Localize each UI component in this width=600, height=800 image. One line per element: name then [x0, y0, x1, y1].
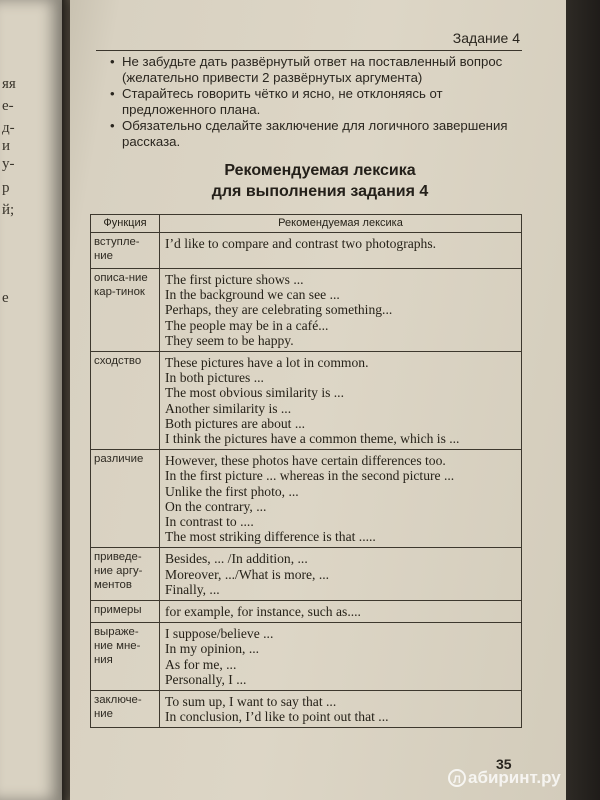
phrase: for example, for instance, such as.... — [165, 604, 361, 620]
phrase: In the background we can see ... — [165, 287, 340, 303]
function-cell: различие — [91, 450, 160, 548]
phrase: These pictures have a lot in common. — [165, 355, 369, 371]
left-page-fragment: яя — [2, 76, 16, 92]
section-title — [140, 160, 500, 202]
phrases-cell — [160, 352, 522, 450]
column-header-vocabulary: Рекомендуемая лексика — [160, 215, 522, 233]
table-row — [91, 623, 522, 691]
left-page-fragment: и — [2, 138, 11, 154]
column-header-function: Функция — [91, 215, 160, 233]
vocabulary-table — [90, 214, 522, 728]
table-row — [91, 450, 522, 548]
book-page — [70, 0, 566, 800]
phrase: The first picture shows ... — [165, 272, 304, 287]
table-row — [91, 548, 522, 601]
left-page-fragment: е- — [2, 98, 14, 114]
left-page-fragment: р — [2, 180, 10, 196]
phrase: Perhaps, they are celebrating something... — [165, 302, 393, 318]
left-page-fragment: е — [2, 290, 9, 306]
phrase: Moreover, .../What is more, ... — [165, 566, 330, 582]
labirint-logo-icon: Л — [448, 769, 466, 787]
phrases-cell — [160, 269, 522, 352]
left-page-fragment: у- — [2, 156, 15, 172]
phrase: In both pictures ... — [165, 370, 264, 386]
table-row — [91, 233, 522, 269]
phrase: The most striking difference is that ..... — [165, 529, 376, 545]
previous-page — [0, 0, 62, 800]
function-cell: заключе-ние — [91, 691, 160, 728]
phrase: I’d like to compare and contrast two photographs. — [165, 236, 437, 251]
tip-item: • Старайтесь говорить чётко и ясно, не отклоняясь от предложенного плана. — [110, 86, 530, 118]
phrases-cell — [160, 691, 522, 728]
phrase: As for me, ... — [165, 656, 237, 672]
phrase: Both pictures are about ... — [165, 415, 306, 431]
table-row — [91, 352, 522, 450]
phrase: Another similarity is ... — [165, 400, 292, 416]
function-cell: описа-ние кар-тинок — [91, 269, 160, 352]
watermark-text: абиринт.ру — [468, 768, 561, 787]
left-page-fragment: й; — [2, 202, 15, 218]
tip-item: • Не забудьте дать развёрнутый ответ на поставленный вопрос (желательно привести 2 развёрнутых аргумента) — [110, 54, 530, 86]
function-cell: выраже-ние мне-ния — [91, 623, 160, 691]
tip-item: • Обязательно сделайте заключение для логичного завершения рассказа. — [110, 118, 530, 150]
table-row — [91, 601, 522, 623]
phrase: In conclusion, I’d like to point out that ... — [165, 709, 389, 725]
phrase: In my opinion, ... — [165, 641, 260, 657]
section-title-line: для выполнения задания 4 — [211, 183, 429, 200]
phrase: I suppose/believe ... — [165, 626, 274, 642]
phrases-cell — [160, 233, 522, 269]
header-divider — [96, 50, 522, 51]
phrases-cell — [160, 623, 522, 691]
page-header-title: Задание 4 — [452, 30, 520, 46]
phrase: Unlike the first photo, ... — [165, 483, 299, 499]
table-row — [91, 269, 522, 352]
tips-list — [110, 54, 530, 150]
phrase: However, these photos have certain differences too. — [165, 453, 446, 469]
phrases-cell — [160, 601, 522, 623]
phrase: In contrast to .... — [165, 514, 254, 530]
phrase: In the first picture ... whereas in the second picture ... — [165, 468, 455, 484]
table-header-row — [91, 215, 522, 233]
phrase: Besides, ... /In addition, ... — [165, 551, 308, 567]
phrase: I think the pictures have a common theme, which is ... — [165, 431, 460, 447]
book-edge — [566, 0, 600, 800]
function-cell: вступле-ние — [91, 233, 160, 269]
table-row — [91, 691, 522, 728]
phrase: The people may be in a café... — [165, 317, 329, 333]
phrase: On the contrary, ... — [165, 498, 267, 514]
page-number: 35 — [496, 756, 512, 772]
function-cell: примеры — [91, 601, 160, 623]
phrase: Personally, I ... — [165, 671, 247, 687]
function-cell: приведе-ние аргу-ментов — [91, 548, 160, 601]
section-title-line: Рекомендуемая лексика — [224, 162, 416, 179]
watermark — [448, 768, 561, 788]
phrases-cell — [160, 548, 522, 601]
phrase: To sum up, I want to say that ... — [165, 694, 337, 710]
phrase: The most obvious similarity is ... — [165, 385, 344, 401]
phrase: They seem to be happy. — [165, 332, 294, 348]
phrase: Finally, ... — [165, 581, 220, 597]
left-page-fragment: д- — [2, 120, 15, 136]
phrases-cell — [160, 450, 522, 548]
function-cell: сходство — [91, 352, 160, 450]
